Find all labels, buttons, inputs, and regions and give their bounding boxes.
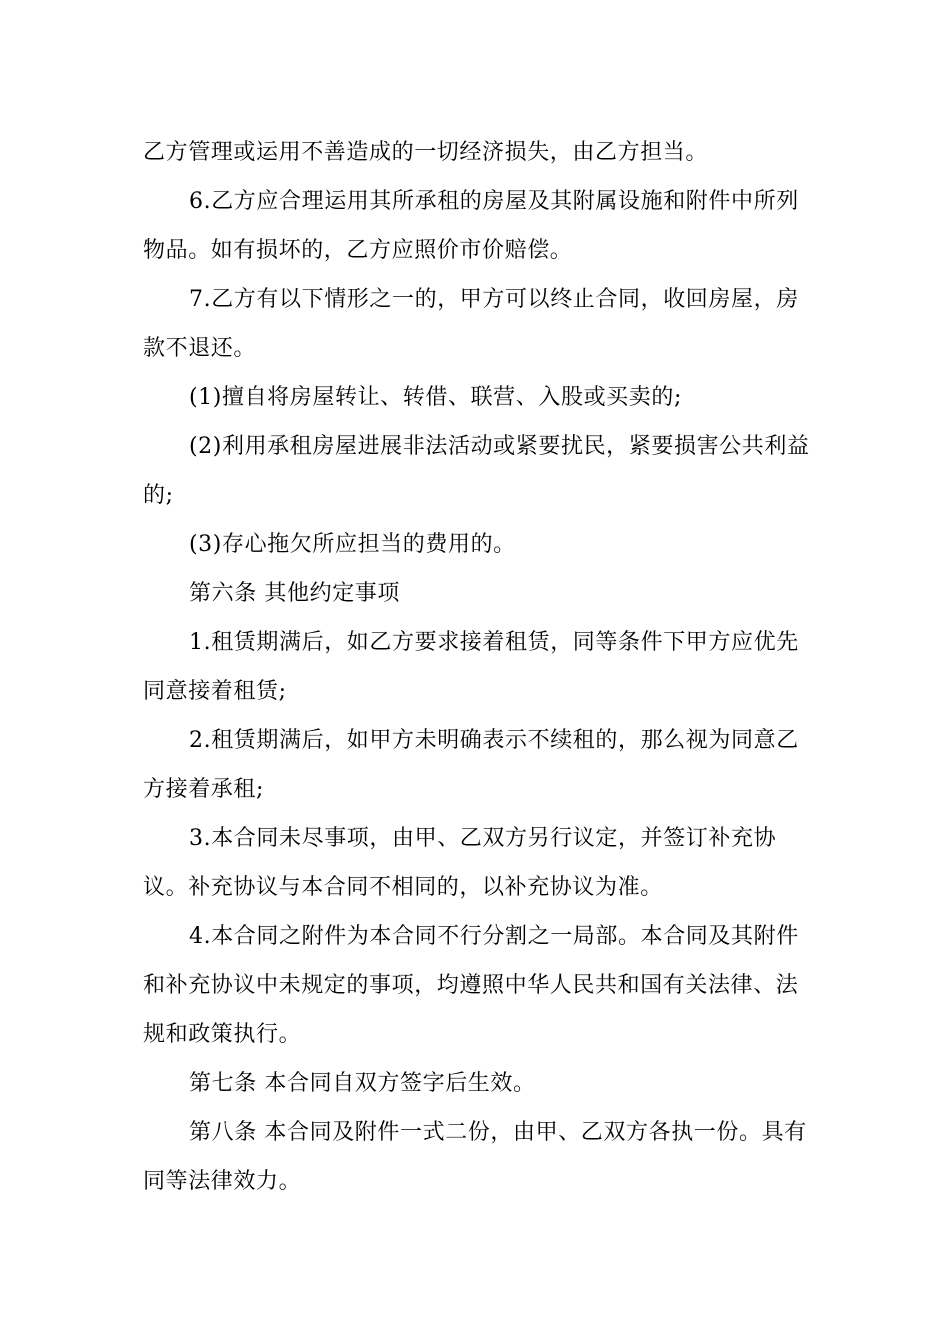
paragraph-clause-7: 7.乙方有以下情形之一的，甲方可以终止合同，收回房屋，房款不退还。 [143, 287, 799, 361]
paragraph-article-6-item-1: 1.租赁期满后，如乙方要求接着租赁，同等条件下甲方应优先同意接着租赁; [143, 630, 799, 704]
paragraph-article-7: 第七条 本合同自双方签字后生效。 [189, 1071, 536, 1096]
paragraph-item-2: (2)利用承租房屋进展非法活动或紧要扰民，紧要损害公共利益的; [143, 434, 810, 508]
document-body [143, 128, 813, 1206]
paragraph-article-6-item-2: 2.租赁期满后，如甲方未明确表示不续租的，那么视为同意乙方接着承租; [143, 728, 799, 802]
paragraph-continuation: 乙方管理或运用不善造成的一切经济损失，由乙方担当。 [143, 140, 709, 165]
paragraph-article-6-item-4: 4.本合同之附件为本合同不行分割之一局部。本合同及其附件和补充协议中未规定的事项，均遵照中华人民共和国有关法律、法规和政策执行。 [143, 924, 799, 1047]
paragraph-clause-6: 6.乙方应合理运用其所承租的房屋及其附属设施和附件中所列物品。如有损坏的，乙方应照价市价赔偿。 [143, 189, 799, 263]
section-heading-article-6: 第六条 其他约定事项 [189, 581, 400, 606]
paragraph-item-3: (3)存心拖欠所应担当的费用的。 [189, 532, 516, 557]
paragraph-article-6-item-3: 3.本合同未尽事项，由甲、乙双方另行议定，并签订补充协议。补充协议与本合同不相同的，以补充协议为准。 [143, 826, 777, 900]
paragraph-item-1: (1)擅自将房屋转让、转借、联营、入股或买卖的; [189, 385, 682, 410]
paragraph-article-8: 第八条 本合同及附件一式二份，由甲、乙双方各执一份。具有同等法律效力。 [143, 1120, 807, 1194]
